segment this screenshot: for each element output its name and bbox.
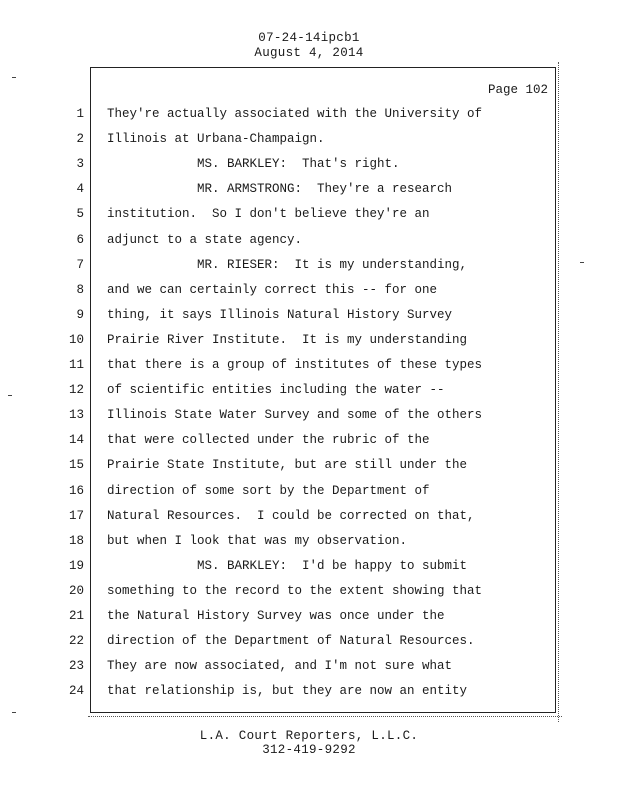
scan-speck bbox=[12, 77, 16, 78]
transcript-line: that relationship is, but they are now an entity bbox=[107, 684, 468, 698]
line-number: 4 bbox=[76, 182, 84, 196]
transcript-line: Prairie River Institute. It is my understanding bbox=[107, 333, 468, 347]
line-number: 20 bbox=[68, 584, 84, 598]
line-number: 24 bbox=[68, 684, 84, 698]
transcript-line: direction of some sort by the Department of bbox=[107, 484, 430, 498]
line-number: 19 bbox=[68, 559, 84, 573]
line-number: 1 bbox=[76, 107, 84, 121]
frame-bottom-edge bbox=[88, 716, 562, 719]
line-number: 8 bbox=[76, 283, 84, 297]
transcript-line: MR. ARMSTRONG: They're a research bbox=[107, 182, 453, 196]
transcript-line: the Natural History Survey was once under the bbox=[107, 609, 445, 623]
transcript-line: MS. BARKLEY: I'd be happy to submit bbox=[107, 559, 468, 573]
transcript-line: and we can certainly correct this -- for one bbox=[107, 283, 438, 297]
line-number: 9 bbox=[76, 308, 84, 322]
line-number: 23 bbox=[68, 659, 84, 673]
transcript-line: Illinois State Water Survey and some of the others bbox=[107, 408, 483, 422]
case-id: 07-24-14ipcb1 bbox=[258, 31, 360, 45]
reporter-phone: 312-419-9292 bbox=[262, 743, 356, 757]
transcript-line: Natural Resources. I could be corrected on that, bbox=[107, 509, 475, 523]
hearing-date: August 4, 2014 bbox=[254, 46, 364, 60]
transcript-line: Prairie State Institute, but are still under the bbox=[107, 458, 468, 472]
line-number: 18 bbox=[68, 534, 84, 548]
line-number: 15 bbox=[68, 458, 84, 472]
line-number: 2 bbox=[76, 132, 84, 146]
line-number: 21 bbox=[68, 609, 84, 623]
transcript-line: something to the record to the extent showing that bbox=[107, 584, 483, 598]
line-number: 10 bbox=[68, 333, 84, 347]
transcript-line: adjunct to a state agency. bbox=[107, 233, 303, 247]
transcript-line: MS. BARKLEY: That's right. bbox=[107, 157, 400, 171]
line-number: 13 bbox=[68, 408, 84, 422]
transcript-line: direction of the Department of Natural Resources. bbox=[107, 634, 475, 648]
line-number: 7 bbox=[76, 258, 84, 272]
line-number: 17 bbox=[68, 509, 84, 523]
transcript-line: thing, it says Illinois Natural History Survey bbox=[107, 308, 453, 322]
page-number: Page 102 bbox=[488, 83, 549, 97]
line-number: 5 bbox=[76, 207, 84, 221]
line-number: 12 bbox=[68, 383, 84, 397]
line-number: 6 bbox=[76, 233, 84, 247]
transcript-line: Illinois at Urbana-Champaign. bbox=[107, 132, 325, 146]
frame-right-edge bbox=[558, 62, 563, 722]
transcript-line: MR. RIESER: It is my understanding, bbox=[107, 258, 468, 272]
scan-speck bbox=[8, 395, 12, 396]
line-number: 11 bbox=[68, 358, 84, 372]
transcript-line: that were collected under the rubric of the bbox=[107, 433, 430, 447]
transcript-line: that there is a group of institutes of these types bbox=[107, 358, 483, 372]
line-number: 3 bbox=[76, 157, 84, 171]
line-number: 14 bbox=[68, 433, 84, 447]
scan-speck bbox=[580, 262, 584, 263]
scan-speck bbox=[12, 712, 16, 713]
transcript-line: institution. So I don't believe they're an bbox=[107, 207, 430, 221]
transcript-line: They are now associated, and I'm not sure what bbox=[107, 659, 453, 673]
line-number: 22 bbox=[68, 634, 84, 648]
transcript-line: but when I look that was my observation. bbox=[107, 534, 408, 548]
transcript-line: of scientific entities including the water -- bbox=[107, 383, 445, 397]
reporter-company: L.A. Court Reporters, L.L.C. bbox=[199, 729, 419, 743]
transcript-line: They're actually associated with the University of bbox=[107, 107, 483, 121]
line-number: 16 bbox=[68, 484, 84, 498]
